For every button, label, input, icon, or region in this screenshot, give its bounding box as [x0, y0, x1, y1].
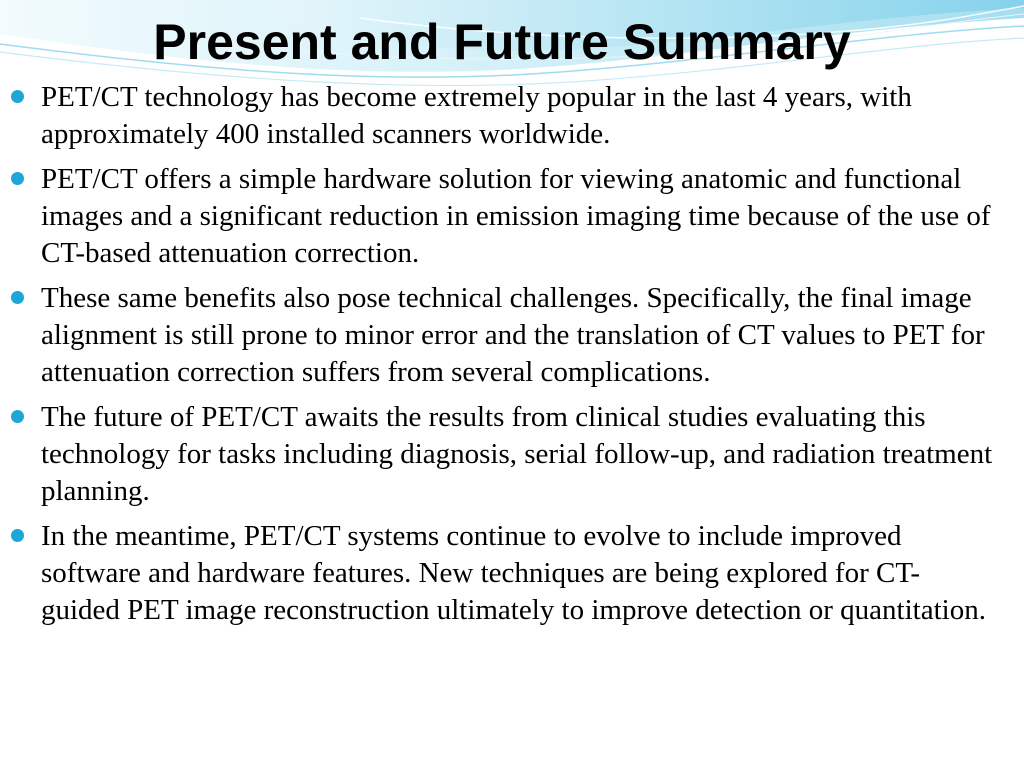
round-bullet-icon [11, 291, 24, 304]
bullet-item [10, 280, 996, 391]
bullet-item [10, 518, 996, 629]
round-bullet-icon [11, 410, 24, 423]
bullet-item [10, 161, 996, 272]
round-bullet-icon [11, 172, 24, 185]
bullet-text: The future of PET/CT awaits the results from clinical studies evaluating this technology for tasks including diagnosis, serial follow-up, and radiation treatment planning. [41, 401, 993, 507]
round-bullet-icon [11, 529, 24, 542]
bullet-item [10, 399, 996, 510]
bullet-text: PET/CT offers a simple hardware solution for viewing anatomic and functional images and a significant reduction in emission imaging time because of the use of CT-based attenuation correction. [41, 163, 991, 269]
round-bullet-icon [11, 90, 24, 103]
bullet-text: These same benefits also pose technical challenges. Specifically, the final image alignment is still prone to minor error and the translation of CT values to PET for attenuation correction suffers from several complications. [41, 282, 985, 388]
bullet-text: In the meantime, PET/CT systems continue to evolve to include improved software and hardware features. New techniques are being explored for CT-guided PET image reconstruction ultimately to improve detection or quantitation. [41, 520, 986, 626]
slide-title: Present and Future Summary [153, 14, 851, 70]
bullet-item [10, 79, 996, 153]
bullet-list [10, 79, 996, 637]
bullet-text: PET/CT technology has become extremely popular in the last 4 years, with approximately 400 installed scanners worldwide. [41, 81, 912, 150]
